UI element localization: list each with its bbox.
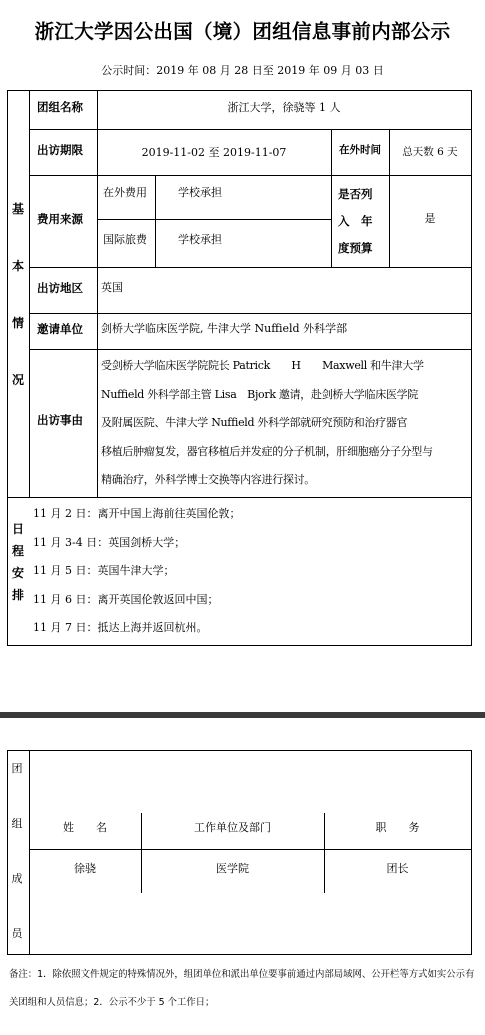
member-title: 团长 — [386, 862, 409, 875]
schedule-item: 11 月 6 日：离开英国伦敦返回中国； — [33, 592, 219, 606]
page-divider — [0, 712, 485, 718]
travel-cost-value: 学校承担 — [178, 233, 222, 246]
abroad-cost-label: 在外费用 — [103, 186, 147, 199]
budget-value: 是 — [424, 212, 436, 225]
member-header-name: 姓 名 — [63, 821, 107, 834]
schedule-item: 11 月 5 日：英国牛津大学； — [33, 564, 175, 577]
section-label-basic: 基 本 情 况 — [11, 202, 24, 387]
schedule-list — [33, 500, 240, 643]
inviter-label: 邀请单位 — [37, 322, 83, 336]
page-title: 浙江大学因公出国（境）团组信息事前内部公示 — [34, 20, 451, 43]
visit-period-value: 2019-11-02 至 2019-11-07 — [141, 146, 287, 159]
funding-label: 费用来源 — [37, 212, 83, 226]
member-header-unit: 工作单位及部门 — [194, 821, 271, 834]
purpose-text: 受剑桥大学临床医学院院长 Patrick H Maxwell 和牛津大学 Nuffield 外科学部主管 Lisa Bjork 邀请，赴剑桥大学临床医学院 及附属医院、牛津大学 Nuffield 外科学部就研究预防和治疗器官 移植后肿瘤复发，器官移植后并发症的分子机制，肝细胞癌分子分型与 精确治疗，外科学博士交换等内容进行探讨。 — [101, 359, 433, 486]
abroad-time-value: 总天数 6 天 — [402, 146, 458, 158]
abroad-cost-value: 学校承担 — [178, 186, 222, 199]
travel-cost-label: 国际旅费 — [103, 233, 147, 246]
schedule-item: 11 月 3-4 日：英国剑桥大学； — [33, 535, 186, 549]
destination-value: 英国 — [101, 281, 123, 294]
member-name: 徐骁 — [74, 862, 96, 875]
destination-label: 出访地区 — [37, 281, 83, 295]
section-label-members: 团 组 成 员 — [11, 762, 23, 940]
footnote: 备注：1．除依照文件规定的特殊情况外，组团单位和派出单位要事前通过内部局域网、公开栏等方式如实公示有关团组和人员信息；2．公示不少于 5 个工作日； — [9, 969, 475, 1008]
schedule-item: 11 月 2 日：离开中国上海前往英国伦敦； — [33, 507, 241, 520]
member-header-title: 职 务 — [375, 821, 420, 834]
visit-period-label: 出访期限 — [37, 143, 83, 157]
group-name-value: 浙江大学，徐骁等 1 人 — [227, 101, 341, 114]
budget-label: 是否列 入 年 度预算 — [338, 187, 373, 255]
group-name-label: 团组名称 — [37, 100, 83, 114]
schedule-item: 11 月 7 日：抵达上海并返回杭州。 — [33, 621, 208, 634]
abroad-time-label: 在外时间 — [339, 144, 381, 156]
section-label-schedule: 日 程 安 排 — [11, 522, 24, 602]
publish-time: 公示时间：2019 年 08 月 28 日至 2019 年 09 月 03 日 — [101, 64, 384, 77]
purpose-label: 出访事由 — [37, 413, 83, 427]
inviter-value: 剑桥大学临床医学院, 牛津大学 Nuffield 外科学部 — [101, 322, 348, 335]
member-unit: 医学院 — [216, 862, 249, 875]
